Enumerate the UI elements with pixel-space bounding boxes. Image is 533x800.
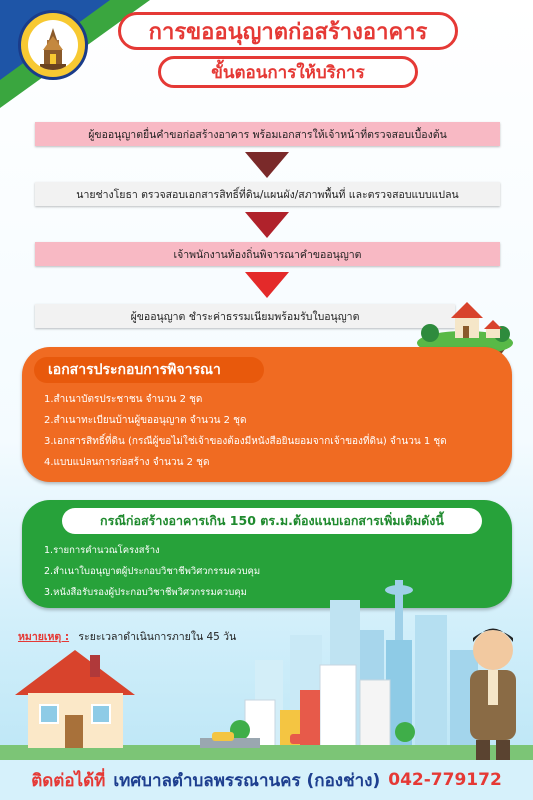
- processing-time-note: [18, 628, 236, 645]
- city-scene-illustration: [0, 560, 533, 760]
- step-4-pay-and-receive: ผู้ขออนุญาต ชำระค่าธรรมเนียมพร้อมรับใบอนุญาต: [35, 304, 455, 328]
- extra-documents-heading: กรณีก่อสร้างอาคารเกิน 150 ตร.ม.ต้องแนบเอกสารเพิ่มเติมดังนี้: [62, 508, 482, 534]
- temple-icon: [28, 20, 78, 70]
- required-documents-panel: [22, 347, 512, 482]
- down-arrow-icon: [245, 212, 289, 238]
- note-text: ระยะเวลาดำเนินการภายใน 45 วัน: [78, 631, 237, 643]
- page-title: การขออนุญาตก่อสร้างอาคาร: [118, 12, 458, 50]
- list-item: 1.รายการคำนวณโครงสร้าง: [44, 545, 160, 556]
- list-item: 2.สำเนาใบอนุญาตผู้ประกอบวิชาชีพวิศวกรรมควบคุม: [44, 566, 261, 577]
- page-subtitle: ขั้นตอนการให้บริการ: [158, 56, 418, 88]
- list-item: 1.สำเนาบัตรประชาชน จำนวน 2 ชุด: [44, 394, 203, 405]
- required-documents-heading: เอกสารประกอบการพิจารณา: [34, 357, 264, 383]
- contact-footer: [0, 760, 533, 800]
- contact-label: ติดต่อได้ที่: [31, 770, 106, 791]
- required-documents-list: [44, 389, 447, 473]
- down-arrow-icon: [245, 272, 289, 298]
- list-item: 2.สำเนาทะเบียนบ้านผู้ขออนุญาต จำนวน 2 ชุด: [44, 415, 247, 426]
- header: [0, 0, 533, 108]
- down-arrow-icon: [245, 152, 289, 178]
- municipality-logo: [18, 10, 88, 80]
- contact-office: เทศบาลตำบลพรรณานคร (กองช่าง): [113, 770, 381, 791]
- list-item: 3.เอกสารสิทธิ์ที่ดิน (กรณีผู้ขอไม่ใช่เจ้าของต้องมีหนังสือยินยอมจากเจ้าของที่ดิน) จำนวน 1 ชุด: [44, 436, 447, 447]
- contact-phone[interactable]: 042-779172: [388, 770, 502, 790]
- list-item: 4.แบบแปลนการก่อสร้าง จำนวน 2 ชุด: [44, 457, 210, 468]
- list-item: 3.หนังสือรับรองผู้ประกอบวิชาชีพวิศวกรรมควบคุม: [44, 587, 247, 598]
- step-2-engineer-review: นายช่างโยธา ตรวจสอบเอกสารสิทธิ์ที่ดิน/แผนผัง/สภาพพื้นที่ และตรวจสอบแบบแปลน: [35, 182, 500, 206]
- note-label: หมายเหตุ :: [18, 631, 70, 643]
- step-3-official-consider: เจ้าพนักงานท้องถิ่นพิจารณาคำขออนุญาต: [35, 242, 500, 266]
- step-1-submit-request: ผู้ขออนุญาตยื่นคำขอก่อสร้างอาคาร พร้อมเอกสารให้เจ้าหน้าที่ตรวจสอบเบื้องต้น: [35, 122, 500, 146]
